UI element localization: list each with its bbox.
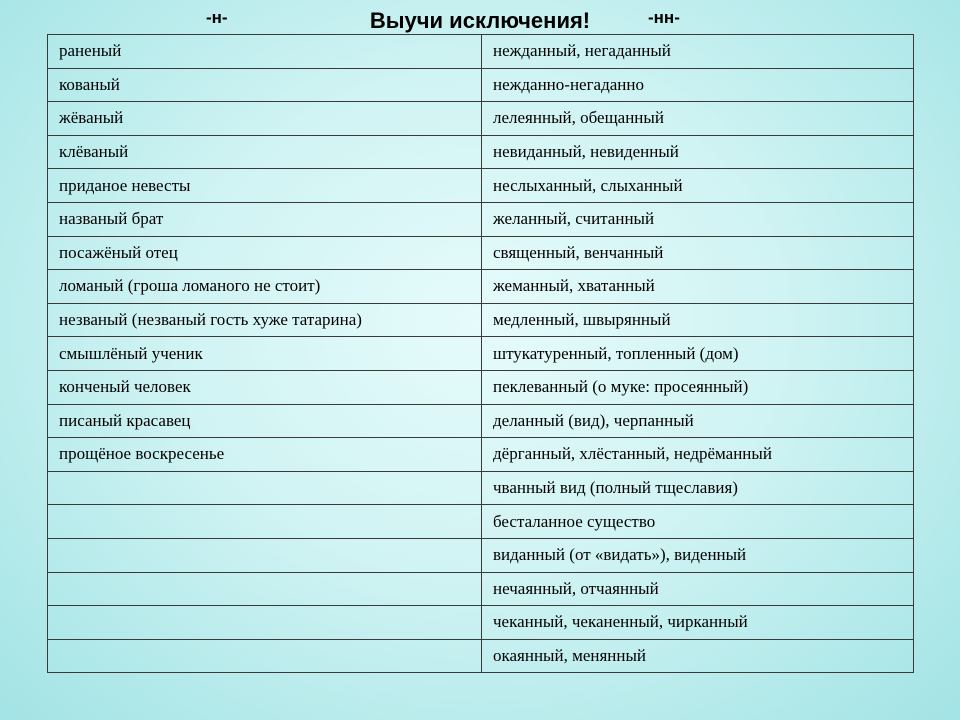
double-n-header: -нн- [648, 8, 680, 27]
single-n-header: -н- [206, 8, 228, 27]
double-n-cell: неслыханный, слыханный [482, 169, 914, 203]
double-n-cell: дёрганный, хлёстанный, недрёманный [482, 438, 914, 472]
table-row [48, 438, 914, 472]
table-row [48, 303, 914, 337]
double-n-cell: нечаянный, отчаянный [482, 572, 914, 606]
table-row [48, 572, 914, 606]
table-row [48, 169, 914, 203]
table-row [48, 135, 914, 169]
single-n-cell: смышлёный ученик [48, 337, 482, 371]
double-n-cell: чванный вид (полный тщеславия) [482, 471, 914, 505]
page-title: Выучи исключения! [369, 8, 591, 33]
table-row [48, 102, 914, 136]
single-n-cell [48, 538, 482, 572]
table-row [48, 68, 914, 102]
single-n-cell [48, 606, 482, 640]
double-n-cell: деланный (вид), черпанный [482, 404, 914, 438]
single-n-cell: названый брат [48, 202, 482, 236]
single-n-cell [48, 639, 482, 673]
double-n-cell: желанный, считанный [482, 202, 914, 236]
single-n-cell [48, 572, 482, 606]
single-n-cell: прощёное воскресенье [48, 438, 482, 472]
double-n-cell: чеканный, чеканенный, чирканный [482, 606, 914, 640]
single-n-cell: писаный красавец [48, 404, 482, 438]
table-row [48, 404, 914, 438]
table-row [48, 370, 914, 404]
double-n-cell: нежданно-негаданно [482, 68, 914, 102]
double-n-cell: нежданный, негаданный [482, 35, 914, 69]
single-n-cell: раненый [48, 35, 482, 69]
table-row [48, 35, 914, 69]
table-row [48, 270, 914, 304]
table-row [48, 505, 914, 539]
table-row [48, 639, 914, 673]
single-n-cell: кованый [48, 68, 482, 102]
single-n-cell [48, 471, 482, 505]
double-n-cell: бесталанное существо [482, 505, 914, 539]
double-n-cell: медленный, швырянный [482, 303, 914, 337]
single-n-cell: незваный (незваный гость хуже татарина) [48, 303, 482, 337]
table-row [48, 471, 914, 505]
double-n-cell: пеклеванный (о муке: просеянный) [482, 370, 914, 404]
double-n-cell: жеманный, хватанный [482, 270, 914, 304]
double-n-cell: штукатуренный, топленный (дом) [482, 337, 914, 371]
table-row [48, 538, 914, 572]
double-n-cell: виданный (от «видать»), виденный [482, 538, 914, 572]
exceptions-table [47, 34, 914, 673]
single-n-cell [48, 505, 482, 539]
table-row [48, 236, 914, 270]
table-row [48, 606, 914, 640]
double-n-cell: окаянный, менянный [482, 639, 914, 673]
single-n-cell: приданое невесты [48, 169, 482, 203]
double-n-cell: невиданный, невиденный [482, 135, 914, 169]
single-n-cell: ломаный (гроша ломаного не стоит) [48, 270, 482, 304]
table-row [48, 337, 914, 371]
single-n-cell: посажёный отец [48, 236, 482, 270]
single-n-cell: клёваный [48, 135, 482, 169]
double-n-cell: священный, венчанный [482, 236, 914, 270]
exceptions-table-body [48, 35, 914, 673]
table-row [48, 202, 914, 236]
double-n-cell: лелеянный, обещанный [482, 102, 914, 136]
single-n-cell: конченый человек [48, 370, 482, 404]
single-n-cell: жёваный [48, 102, 482, 136]
